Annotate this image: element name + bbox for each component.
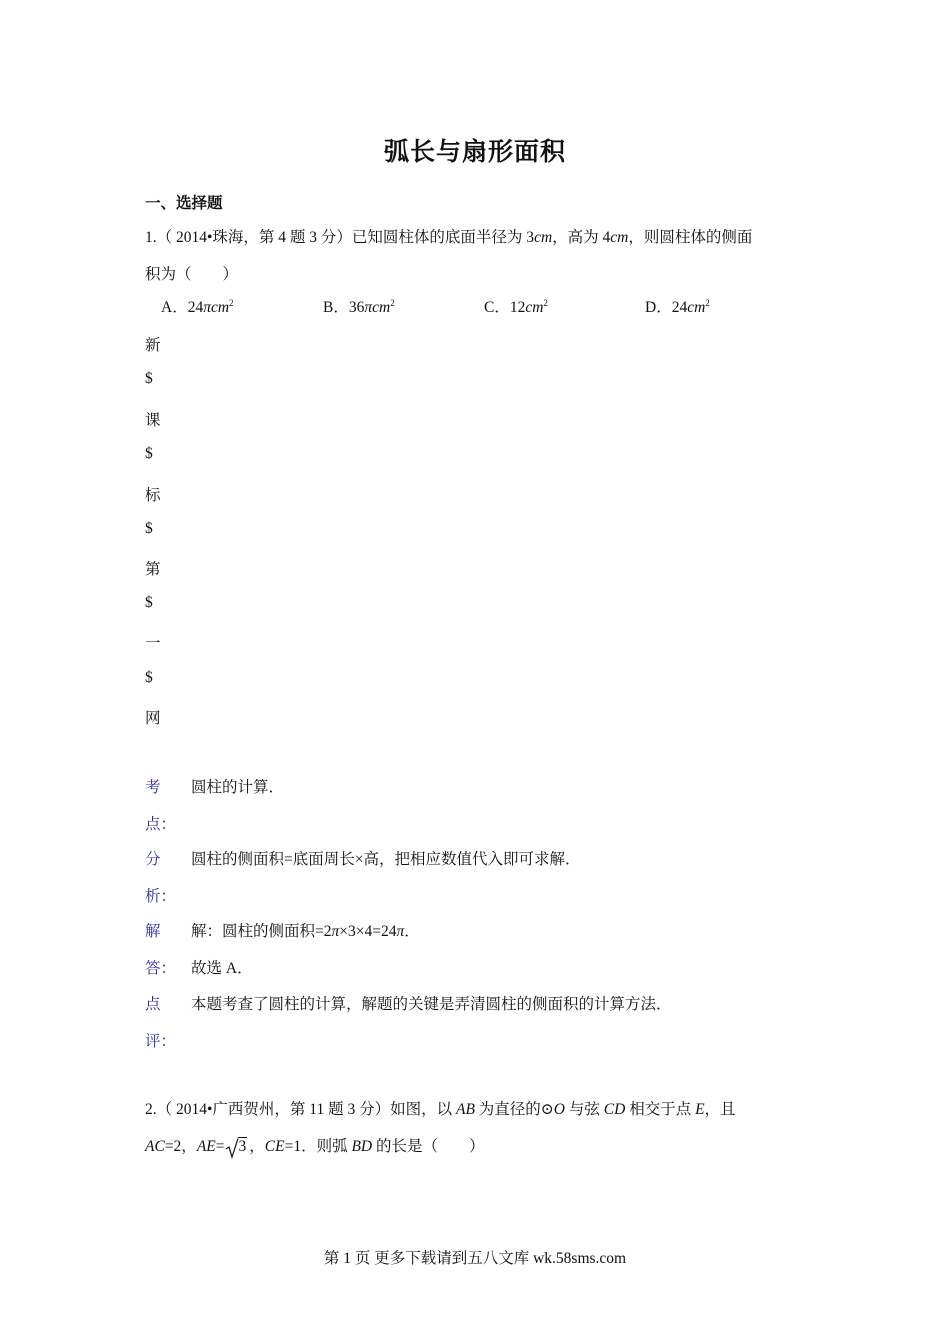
q2-var: CE	[264, 1138, 285, 1155]
pi-symbol: π	[396, 923, 405, 940]
kaodian-label-1: 考	[145, 779, 161, 796]
watermark-char: 网	[145, 710, 161, 727]
option-number: 24	[671, 299, 688, 316]
q2-text: =1．则弧	[284, 1138, 352, 1155]
fenxi-label-1: 分	[145, 851, 161, 868]
option-exponent: 2	[705, 298, 710, 308]
dianping-label-2: 评：	[145, 1033, 177, 1050]
watermark-char: $	[145, 669, 153, 686]
q2-text: 2.（ 2014•广西贺州，第 11 题 3 分）如图，以	[145, 1101, 456, 1118]
jieda-label-1: 解	[145, 923, 161, 940]
q2-text: =	[215, 1138, 225, 1155]
watermark-char: $	[145, 520, 153, 537]
jieda-text	[191, 919, 420, 941]
q2-text: 与弦	[565, 1101, 604, 1118]
dianping-text: 本题考查了圆柱的计算，解题的关键是弄清圆柱的侧面积的计算方法．	[191, 996, 672, 1013]
watermark-char: 标	[145, 487, 161, 504]
watermark-char: $	[145, 445, 153, 462]
option-letter: D．	[645, 299, 672, 316]
q1-unit: cm	[610, 229, 629, 246]
option-exponent: 2	[229, 298, 234, 308]
question-2-line-1	[145, 1097, 736, 1119]
jieda-end: ．	[404, 923, 420, 940]
watermark-char: $	[145, 370, 153, 387]
kaodian-text: 圆柱的计算．	[191, 779, 285, 796]
page-footer: 第 1 页 更多下载请到五八文库 wk.58sms.com	[323, 1250, 627, 1267]
q2-var: O	[553, 1101, 565, 1118]
watermark-char: 课	[145, 412, 161, 429]
option-unit: cm	[525, 299, 544, 316]
option-number: 12	[509, 299, 526, 316]
square-root	[225, 1138, 248, 1156]
pi-symbol: π	[331, 923, 340, 940]
q2-var: AC	[145, 1138, 165, 1155]
q2-text: 为直径的⊙	[474, 1101, 554, 1118]
radical-sign-icon	[225, 1135, 239, 1159]
watermark-char: 新	[145, 337, 161, 354]
q2-text: 相交于点	[625, 1101, 696, 1118]
question-2-line-2	[145, 1134, 485, 1156]
q2-var: AE	[196, 1138, 216, 1155]
option-unit: πcm	[203, 299, 230, 316]
watermark-char: 一	[145, 635, 161, 652]
option-number: 36	[348, 299, 365, 316]
jieda-label-2: 答：	[145, 960, 177, 977]
watermark-char: 第	[145, 561, 161, 578]
q2-var: CD	[603, 1101, 626, 1118]
question-1-line-1	[145, 225, 752, 247]
option-unit: πcm	[364, 299, 391, 316]
fenxi-label-2: 析：	[145, 888, 177, 905]
q2-var: E	[695, 1101, 705, 1118]
option-exponent: 2	[543, 298, 548, 308]
jieda-mid: ×3×4=24	[339, 923, 397, 940]
option-letter: B．	[323, 299, 349, 316]
q1-text-post: ，则圆柱体的侧面	[628, 229, 753, 246]
q2-text: =2，	[164, 1138, 197, 1155]
option-number: 24	[187, 299, 204, 316]
radicand: 3	[238, 1138, 247, 1155]
jieda-pre: 解：圆柱的侧面积=2	[191, 923, 332, 940]
fenxi-text: 圆柱的侧面积=底面周长×高，把相应数值代入即可求解．	[191, 851, 581, 868]
option-unit: cm	[687, 299, 706, 316]
q1-text-pre: 1.（ 2014•珠海，第 4 题 3 分）已知圆柱体的底面半径为 3	[145, 229, 535, 246]
section-heading: 一、选择题	[145, 195, 223, 212]
option-d	[645, 295, 710, 317]
q2-text: 的长是（ ）	[372, 1138, 485, 1155]
q2-var: AB	[455, 1101, 475, 1118]
q1-text-mid: ，高为 4	[552, 229, 611, 246]
option-letter: A．	[161, 299, 188, 316]
page-title: 弧长与扇形面积	[383, 137, 566, 166]
option-b	[323, 295, 395, 317]
dianping-label-1: 点	[145, 996, 161, 1013]
option-exponent: 2	[390, 298, 395, 308]
watermark-char: $	[145, 594, 153, 611]
q2-text: ，	[249, 1138, 265, 1155]
q1-unit: cm	[534, 229, 553, 246]
q2-text: ，且	[704, 1101, 736, 1118]
jieda-answer: 故选 A．	[191, 960, 253, 977]
option-letter: C．	[484, 299, 510, 316]
option-a	[161, 295, 234, 317]
option-c	[484, 295, 548, 317]
question-1-line-2: 积为（ ）	[145, 266, 239, 283]
q2-var: BD	[351, 1138, 373, 1155]
kaodian-label-2: 点：	[145, 816, 177, 833]
